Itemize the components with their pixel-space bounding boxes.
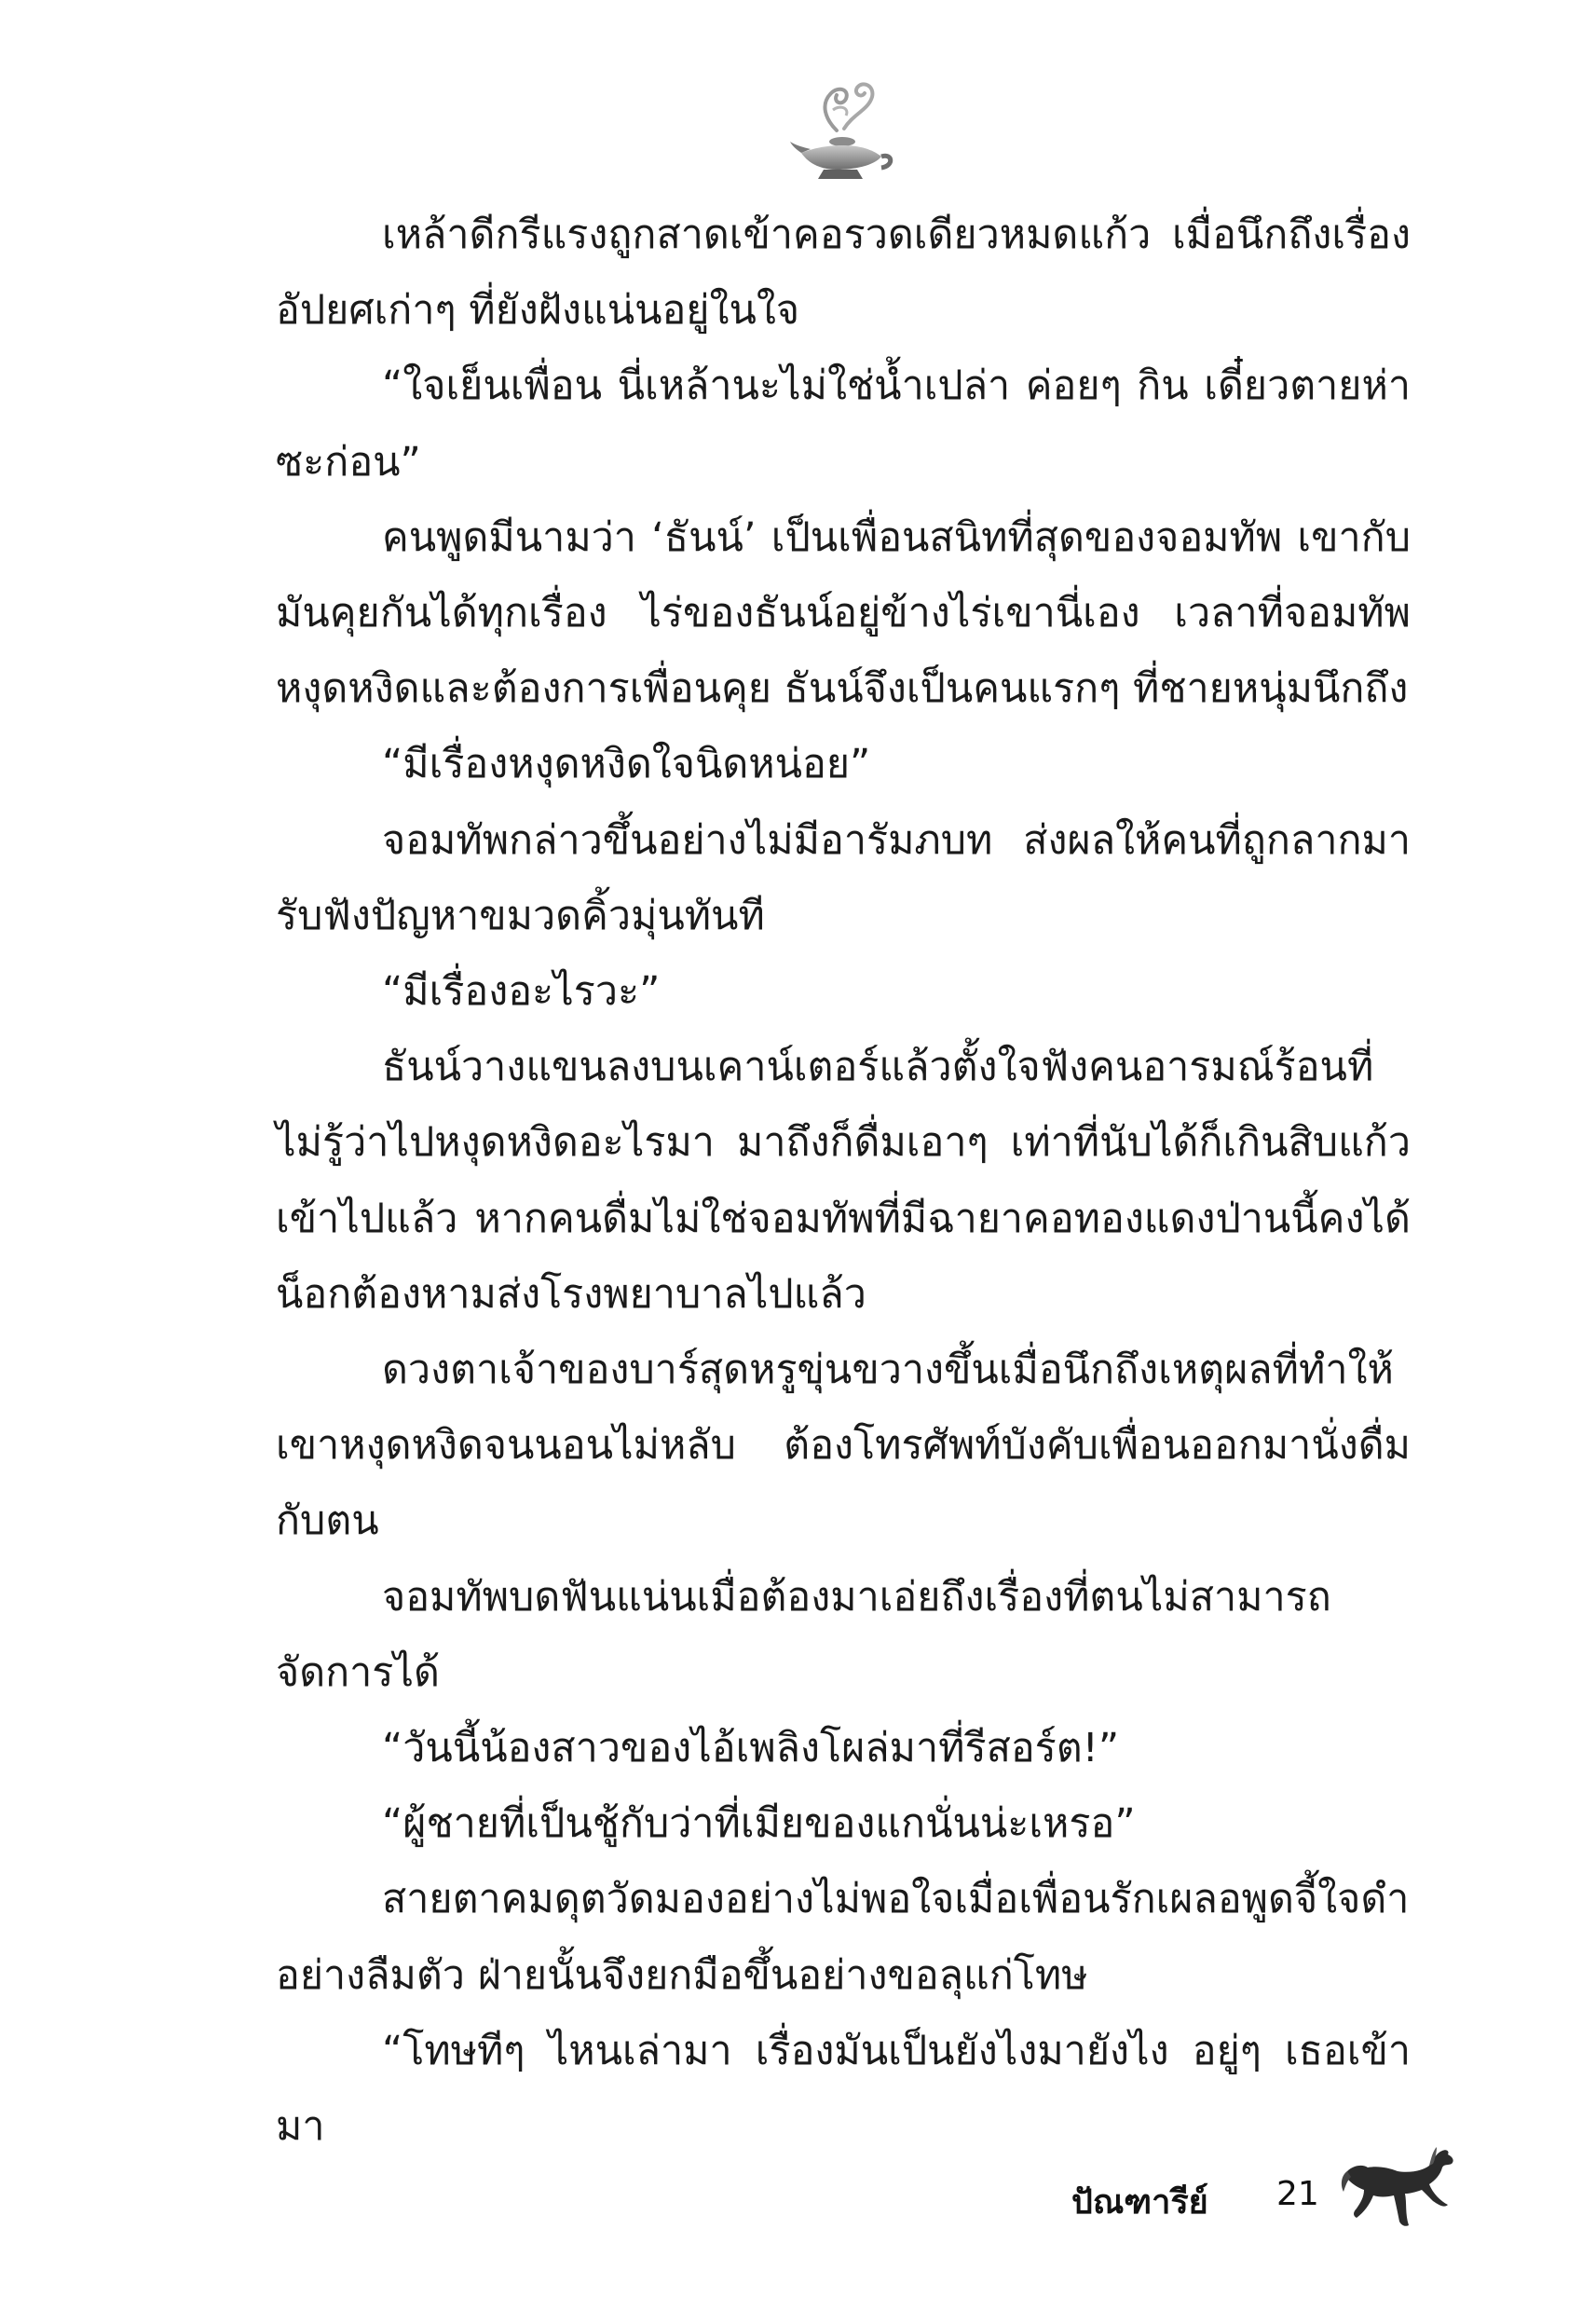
paragraph: ดวงตาเจ้าของบาร์สุดหรูขุ่นขวางขึ้นเมื่อนึกถึงเหตุผลที่ทำให้เขาหงุดหงิดจนนอนไม่หลับ ต้องโทรศัพท์บังคับเพื่อนออกมานั่งดื่มกับตน [276,1347,1411,1545]
paragraph: ธันน์วางแขนลงบนเคาน์เตอร์แล้วตั้งใจฟังคนอารมณ์ร้อนที่ไม่รู้ว่าไปหงุดหงิดอะไรมา มาถึงก็ดื่มเอาๆ เท่าที่นับได้ก็เกินสิบแก้วเข้าไปแล้ว หากคนดื่มไม่ใช่จอมทัพที่มีฉายาคอทองแดงป่านนี้คงได้น็อกต้องหามส่งโรงพยาบาลไปแล้ว [276,1044,1411,1318]
paragraph: เหล้าดีกรีแรงถูกสาดเข้าคอรวดเดียวหมดแก้ว เมื่อนึกถึงเรื่องอัปยศเก่าๆ ที่ยังฝังแน่นอยู่ในใจ [276,212,1411,335]
paragraph: “โทษทีๆ ไหนเล่ามา เรื่องมันเป็นยังไงมายังไง อยู่ๆ เธอเข้ามา [276,2027,1411,2151]
paragraph: “มีเรื่องอะไรวะ” [382,968,661,1016]
paragraph: สายตาคมดุตวัดมองอย่างไม่พอใจเมื่อเพื่อนรักเผลอพูดจี้ใจดำอย่างลืมตัว ฝ่ายนั้นจึงยกมือขึ้นอย่างขอลุแก่โทษ [276,1876,1410,1999]
page-footer [1071,2143,1472,2246]
magic-lamp-icon [788,73,896,183]
paragraph: จอมทัพกล่าวขึ้นอย่างไม่มีอารัมภบท ส่งผลให้คนที่ถูกลากมารับฟังปัญหาขมวดคิ้วมุ่นทันที [276,816,1411,939]
paragraph: “ใจเย็นเพื่อน นี่เหล้านะไม่ใช่น้ำเปล่า ค่อยๆ กิน เดี๋ยวตายห่าซะก่อน” [276,362,1411,485]
paragraph: “ผู้ชายที่เป็นชู้กับว่าที่เมียของแกนั่นน่ะเหรอ” [382,1800,1136,1848]
paragraph: “วันนี้น้องสาวของไอ้เพลิงโผล่มาที่รีสอร์ต!” [382,1725,1120,1772]
horse-icon [1340,2143,1461,2236]
page-number: 21 [1276,2175,1319,2213]
author-name: ปัณฑารีย์ [1071,2183,1208,2222]
body-text [276,198,1411,2165]
paragraph: “มีเรื่องหงุดหงิดใจนิดหน่อย” [382,741,871,788]
paragraph: จอมทัพบดฟันแน่นเมื่อต้องมาเอ่ยถึงเรื่องที่ตนไม่สามารถจัดการได้ [276,1573,1331,1696]
paragraph: คนพูดมีนามว่า ‘ธันน์’ เป็นเพื่อนสนิทที่สุดของจอมทัพ เขากับมันคุยกันได้ทุกเรื่อง ไร่ของธันน์อยู่ข้างไร่เขานี่เอง เวลาที่จอมทัพหงุดหงิดและต้องการเพื่อนคุย ธันน์จึงเป็นคนแรกๆ ที่ชายหนุ่มนึกถึง [276,513,1411,713]
